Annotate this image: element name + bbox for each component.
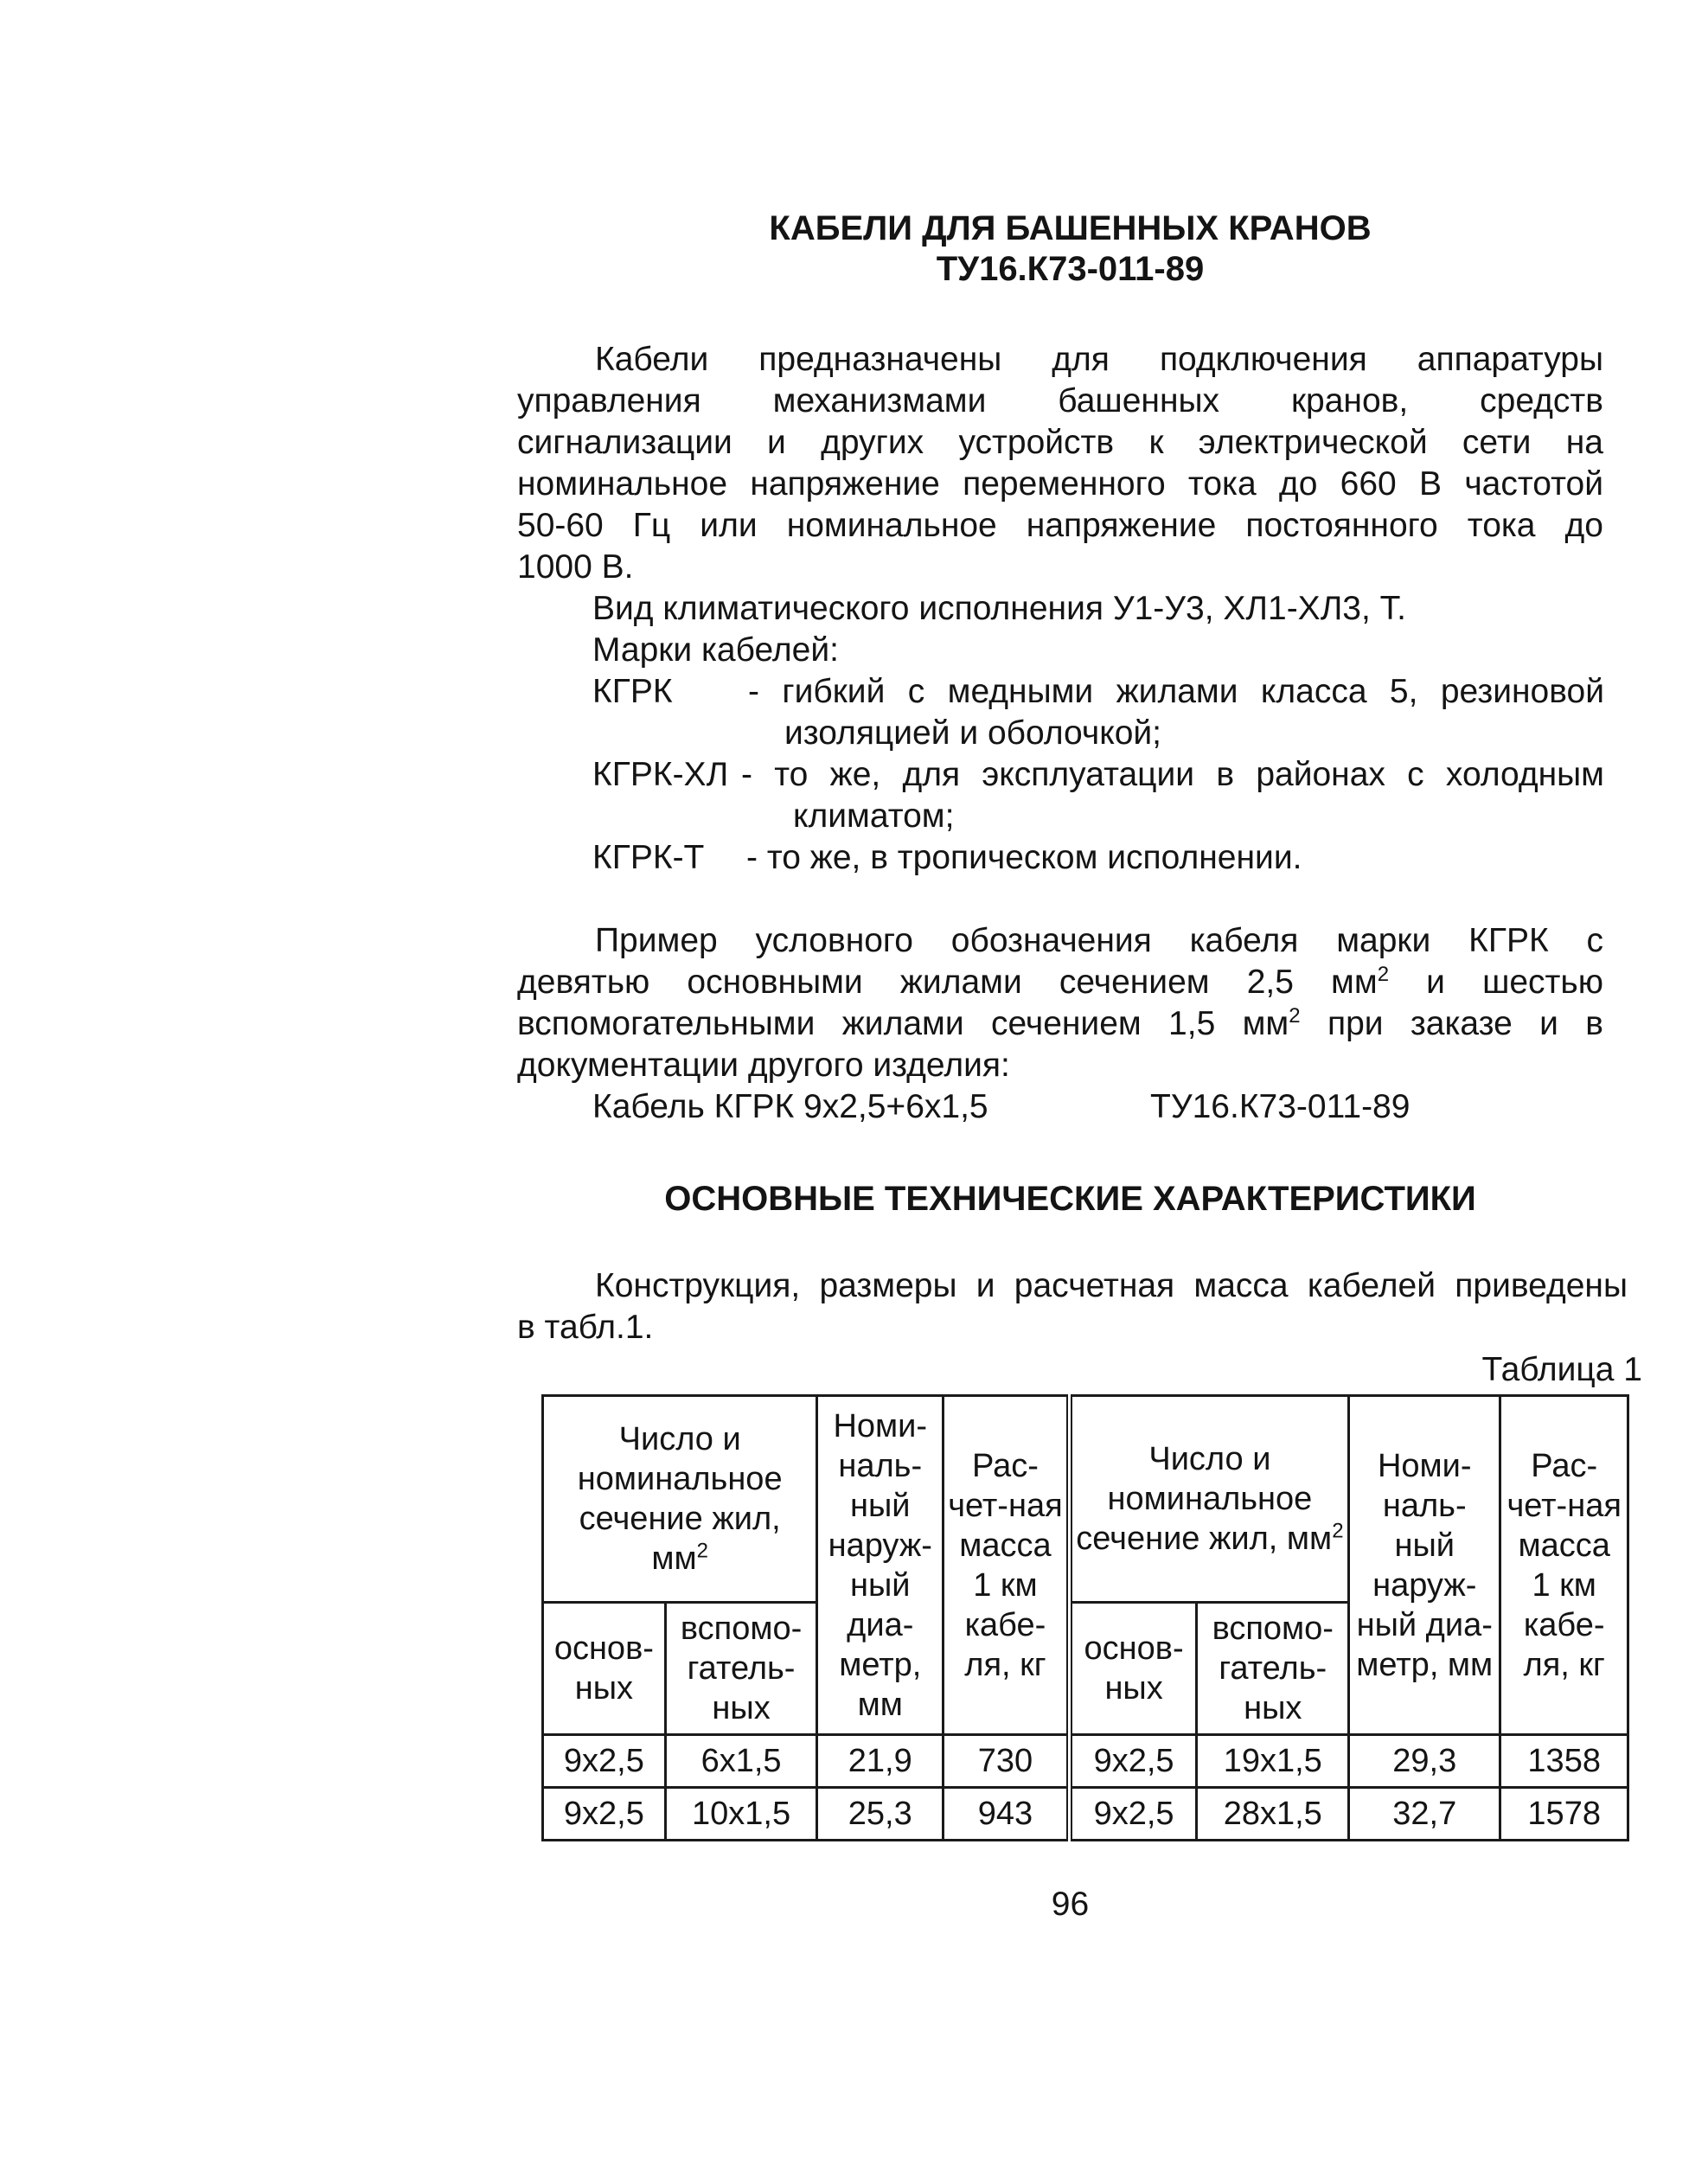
title-line-2: ТУ16.К73-011-89	[936, 250, 1205, 288]
intro-line: Кабели предназначены для подключения аппаратуры	[595, 341, 1603, 378]
subheader-main-2: основ-ных	[1069, 1603, 1197, 1735]
table-cell: 943	[944, 1788, 1070, 1841]
table-cell: 9х2,5	[543, 1788, 666, 1841]
example-line: Пример условного обозначения кабеля марки КГРК с	[595, 922, 1603, 959]
grade-desc-cont: климатом;	[793, 797, 955, 835]
header-mass-2: Рас-чет-ная масса 1 км кабе-ля, кг	[1500, 1396, 1628, 1735]
header-diameter-1: Номи-наль-ный наруж-ный диа-метр, мм	[817, 1396, 944, 1735]
table-cell: 10х1,5	[665, 1788, 817, 1841]
intro-line: 1000 В.	[517, 548, 634, 586]
example-line: девятью основными жилами сечением 2,5 $мм^2$ и шестью	[517, 963, 1603, 1001]
subheader-aux-2: вспомо-гатель-ных	[1197, 1603, 1349, 1735]
grade-desc: - гибкий с медными жилами класса 5, резиновой	[748, 673, 1604, 710]
intro-paragraph	[517, 339, 1603, 588]
intro-line: сигнализации и других устройств к электрической сети на	[517, 424, 1603, 461]
section-line: Конструкция, размеры и расчетная масса кабелей приведены	[595, 1267, 1628, 1304]
cable-designation: Кабель КГРК 9х2,5+6х1,5	[592, 1088, 988, 1125]
section-line: в табл.1.	[517, 1309, 654, 1346]
title-line-1: КАБЕЛИ ДЛЯ БАШЕННЫХ КРАНОВ	[769, 209, 1372, 247]
table-cell: 1358	[1500, 1735, 1628, 1788]
table-cell: 28х1,5	[1197, 1788, 1349, 1841]
table-cell: 21,9	[817, 1735, 944, 1788]
header-cores-2: Число и номинальное сечение жил, $мм^2$	[1069, 1396, 1348, 1603]
document-title	[0, 209, 1708, 289]
grade-code: КГРК-Т	[592, 839, 705, 876]
subheader-main-1: основ-ных	[543, 1603, 666, 1735]
grade-code: КГРК	[592, 673, 673, 710]
grades-label: Марки кабелей:	[592, 631, 839, 669]
table-label: Таблица 1	[1481, 1351, 1642, 1388]
page-number: 96	[1051, 1886, 1090, 1923]
intro-line: номинальное напряжение переменного тока до 660 В частотой	[517, 465, 1603, 503]
header-mass-1: Рас-чет-ная масса 1 км кабе-ля, кг	[944, 1396, 1070, 1735]
section-paragraph	[517, 1265, 1628, 1348]
example-line: документации другого изделия:	[517, 1047, 1010, 1084]
grade-desc-cont: изоляцией и оболочкой;	[784, 714, 1162, 752]
example-line: вспомогательными жилами сечением 1,5 $мм^2$ при заказе и в	[517, 1004, 1603, 1042]
table-cell: 25,3	[817, 1788, 944, 1841]
table-cell: 9х2,5	[543, 1735, 666, 1788]
intro-line: 50-60 Гц или номинальное напряжение постоянного тока до	[517, 507, 1603, 544]
table-cell: 1578	[1500, 1788, 1628, 1841]
climate-text: Вид климатического исполнения У1-У3, ХЛ1-ХЛ3, Т.	[592, 590, 1406, 627]
header-cores-1: Число и номинальное сечение жил, $мм^2$	[543, 1396, 817, 1603]
header-diameter-2: Номи-наль-ный наруж-ный диа-метр, мм	[1349, 1396, 1500, 1735]
table-cell: 19х1,5	[1197, 1735, 1349, 1788]
table-cell: 6х1,5	[665, 1735, 817, 1788]
table-cell: 730	[944, 1735, 1070, 1788]
table-header-row	[543, 1396, 1628, 1603]
grade-code: КГРК-ХЛ	[592, 756, 729, 793]
table-cell: 29,3	[1349, 1735, 1500, 1788]
spec-table	[541, 1394, 1629, 1841]
grade-desc: - то же, в тропическом исполнении.	[746, 839, 1302, 876]
cable-standard: ТУ16.К73-011-89	[1150, 1088, 1411, 1125]
grade-desc: - то же, для эксплуатации в районах с холодным	[741, 756, 1604, 793]
table-cell: 9х2,5	[1069, 1735, 1197, 1788]
intro-line: управления механизмами башенных кранов, средств	[517, 382, 1603, 419]
table-row	[543, 1735, 1628, 1788]
example-paragraph	[517, 920, 1603, 1086]
subheader-aux-1: вспомо-гатель-ных	[665, 1603, 817, 1735]
table-cell: 9х2,5	[1069, 1788, 1197, 1841]
table-cell: 32,7	[1349, 1788, 1500, 1841]
table-row	[543, 1788, 1628, 1841]
section-title: ОСНОВНЫЕ ТЕХНИЧЕСКИЕ ХАРАКТЕРИСТИКИ	[664, 1180, 1476, 1218]
